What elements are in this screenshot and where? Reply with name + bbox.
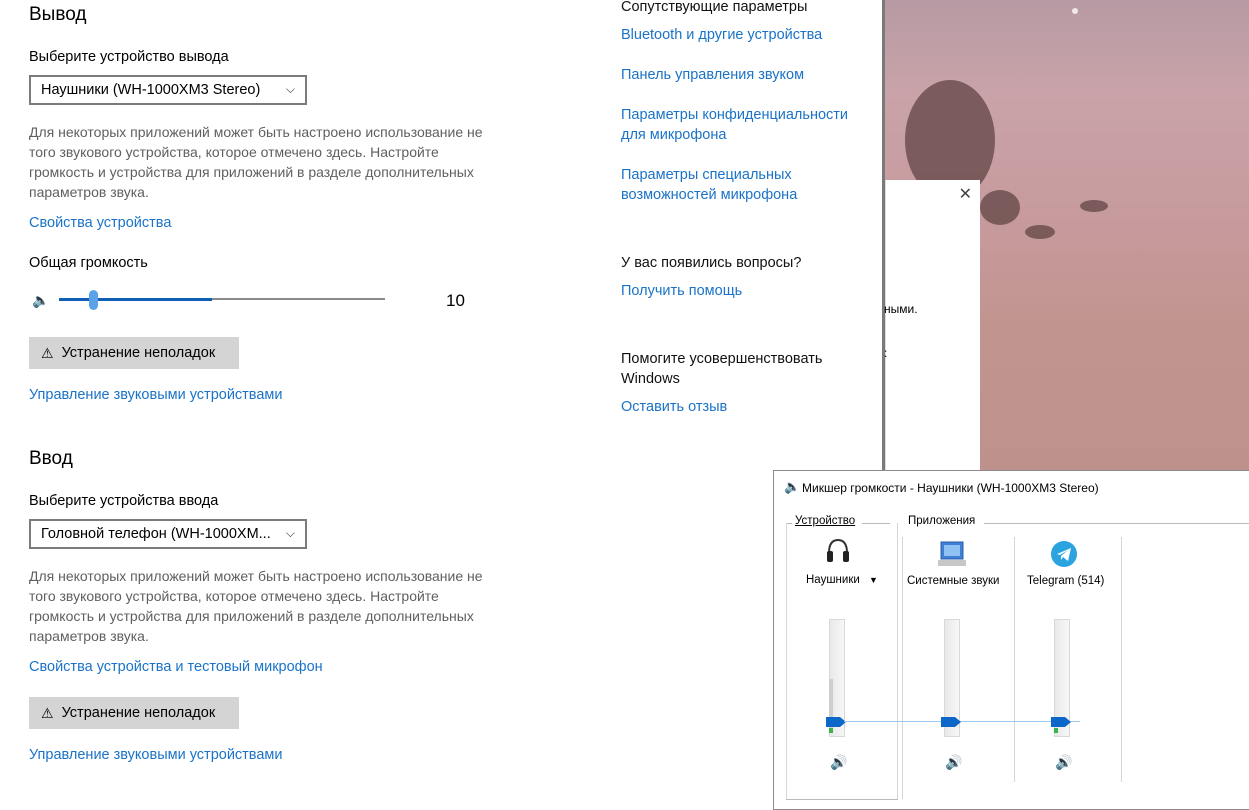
dialog-text-fragment: : xyxy=(884,346,888,360)
wallpaper-sun xyxy=(1072,8,1078,14)
output-heading: Вывод xyxy=(29,4,87,25)
sound-control-panel-link[interactable]: Панель управления звуком xyxy=(621,67,805,83)
master-volume-label: Общая громкость xyxy=(29,255,148,271)
wallpaper-rock xyxy=(1080,200,1108,212)
input-device-properties-link[interactable]: Свойства устройства и тестовый микрофон xyxy=(29,659,323,675)
headphones-icon xyxy=(826,537,850,570)
speaker-icon[interactable]: 🔈 xyxy=(32,292,50,308)
related-settings-heading: Сопутствующие параметры xyxy=(621,0,808,15)
bluetooth-devices-link[interactable]: Bluetooth и другие устройства xyxy=(621,27,823,43)
input-manage-devices-link[interactable]: Управление звуковыми устройствами xyxy=(29,747,283,763)
peak-meter-level xyxy=(829,728,833,733)
volume-value: 10 xyxy=(446,291,465,310)
device-group-border xyxy=(897,523,898,799)
output-select-label: Выберите устройство вывода xyxy=(29,49,229,65)
device-volume-thumb[interactable] xyxy=(826,717,840,727)
input-select-label: Выберите устройства ввода xyxy=(29,493,219,509)
volume-slider-thumb[interactable] xyxy=(89,290,98,310)
background-dialog xyxy=(885,180,980,472)
volume-link-line xyxy=(844,721,1080,722)
chevron-down-icon: ⌵ xyxy=(285,526,295,540)
telegram-label: Telegram (514) xyxy=(1027,575,1105,587)
group-divider xyxy=(984,523,1249,524)
wallpaper-rock xyxy=(980,190,1020,225)
get-help-link[interactable]: Получить помощь xyxy=(621,283,743,299)
improve-windows-heading: Помогите усовершенствовать Windows xyxy=(621,351,823,387)
questions-heading: У вас появились вопросы? xyxy=(621,255,802,271)
speaker-icon[interactable]: 🔊 xyxy=(830,754,848,770)
input-troubleshoot-label: Устранение неполадок xyxy=(61,705,216,721)
output-device-properties-link[interactable]: Свойства устройства xyxy=(29,215,172,231)
input-help-text: Для некоторых приложений может быть настроено использование не того звукового устройства, которое отмечено здесь. Настройте громкость и устройства для приложений в разделе дополнительных параметров звука. xyxy=(29,568,483,644)
column-divider xyxy=(1014,537,1015,782)
feedback-link[interactable]: Оставить отзыв xyxy=(621,399,728,415)
output-manage-devices-link[interactable]: Управление звуковыми устройствами xyxy=(29,387,283,403)
microphone-privacy-link[interactable]: Параметры конфиденциальности для микрофона xyxy=(621,107,849,143)
wallpaper-rock xyxy=(1025,225,1055,239)
input-device-dropdown[interactable] xyxy=(29,519,307,549)
device-selector[interactable] xyxy=(806,574,878,586)
device-name: Наушники xyxy=(806,574,860,586)
output-troubleshoot-button[interactable] xyxy=(29,337,239,369)
peak-meter-level xyxy=(1054,728,1058,733)
group-divider xyxy=(862,523,890,524)
chevron-down-icon: ⌵ xyxy=(285,82,295,96)
output-help-text: Для некоторых приложений может быть настроено использование не того звукового устройства, которое отмечено здесь. Настройте громкость и устройства для приложений в разделе дополнительных параметров звука. xyxy=(29,124,483,200)
input-troubleshoot-button[interactable] xyxy=(29,697,239,729)
chevron-down-icon: ▼ xyxy=(868,575,878,585)
volume-slider-fill xyxy=(59,298,212,301)
input-device-value: Головной телефон (WH-1000XM... xyxy=(41,526,271,542)
speaker-icon[interactable]: 🔊 xyxy=(1055,754,1073,770)
apps-group-label: Приложения xyxy=(908,515,976,527)
system-sounds-label: Системные звуки xyxy=(907,575,1000,587)
speaker-icon[interactable]: 🔊 xyxy=(945,754,963,770)
speaker-icon: 🔈 xyxy=(784,479,801,494)
device-group-label: Устройство xyxy=(795,515,856,527)
telegram-volume-thumb[interactable] xyxy=(1051,717,1065,727)
output-troubleshoot-label: Устранение неполадок xyxy=(61,345,216,361)
output-device-value: Наушники (WH-1000XM3 Stereo) xyxy=(41,82,261,98)
output-device-dropdown[interactable] xyxy=(29,75,307,105)
column-divider xyxy=(902,537,903,799)
warning-icon: ⚠ xyxy=(41,344,54,361)
dialog-text-fragment: ными. xyxy=(884,302,918,316)
system-sounds-volume-thumb[interactable] xyxy=(941,717,955,727)
mixer-title: Микшер громкости - Наушники (WH-1000XM3 Stereo) xyxy=(802,481,1099,495)
device-group-border xyxy=(786,523,787,799)
warning-icon: ⚠ xyxy=(41,704,54,721)
close-icon[interactable]: ✕ xyxy=(958,186,972,203)
telegram-icon xyxy=(1050,540,1078,573)
group-divider xyxy=(786,799,898,800)
column-divider xyxy=(1121,537,1122,782)
microphone-accessibility-link[interactable]: Параметры специальных возможностей микрофона xyxy=(621,167,798,203)
volume-mixer-window xyxy=(773,470,1249,810)
system-sounds-icon xyxy=(938,540,968,573)
input-heading: Ввод xyxy=(29,448,73,469)
